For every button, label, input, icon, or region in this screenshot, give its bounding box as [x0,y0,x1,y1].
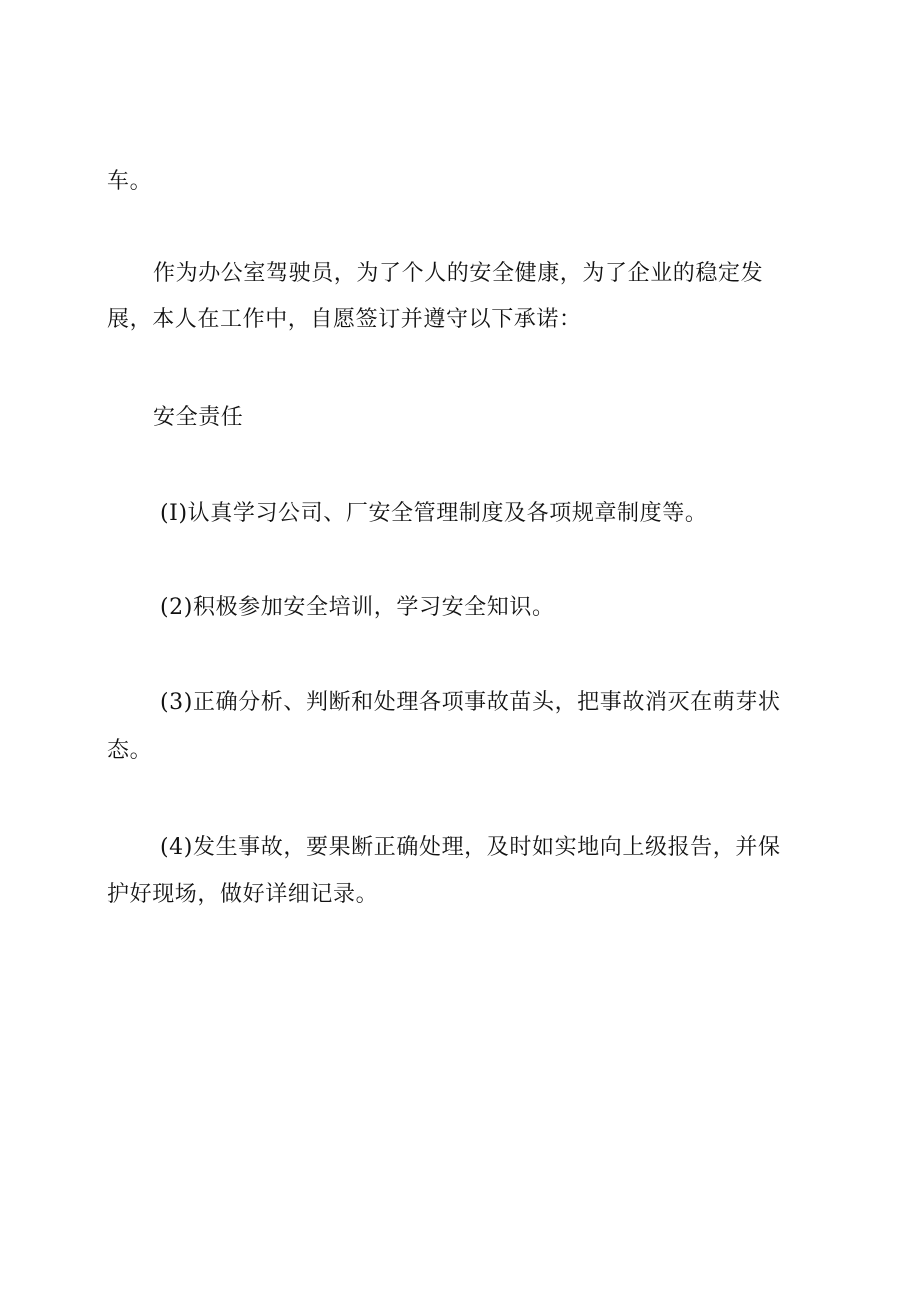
paragraph-pledge-intro-line-1: 作为办公室驾驶员，为了个人的安全健康，为了企业的稳定发 [153,261,764,286]
list-item-4-line-2: 护好现场，做好详细记录。 [107,882,379,907]
paragraph-continuation-line-1: 车。 [107,169,153,194]
list-item-1-line-1: (I)认真学习公司、厂安全管理制度及各项规章制度等。 [160,501,708,526]
list-item-3-line-1: (3)正确分析、判断和处理各项事故苗头，把事故消灭在萌芽状 [160,690,781,715]
list-item-2-line-1: (2)积极参加安全培训，学习安全知识。 [160,595,555,620]
section-heading-safety-responsibility: 安全责任 [153,405,244,430]
list-item-3-line-2: 态。 [107,738,153,763]
paragraph-pledge-intro-line-2: 展，本人在工作中，自愿签订并遵守以下承诺： [107,307,582,332]
list-item-4-line-1: (4)发生事故，要果断正确处理，及时如实地向上级报告，并保 [160,835,781,860]
